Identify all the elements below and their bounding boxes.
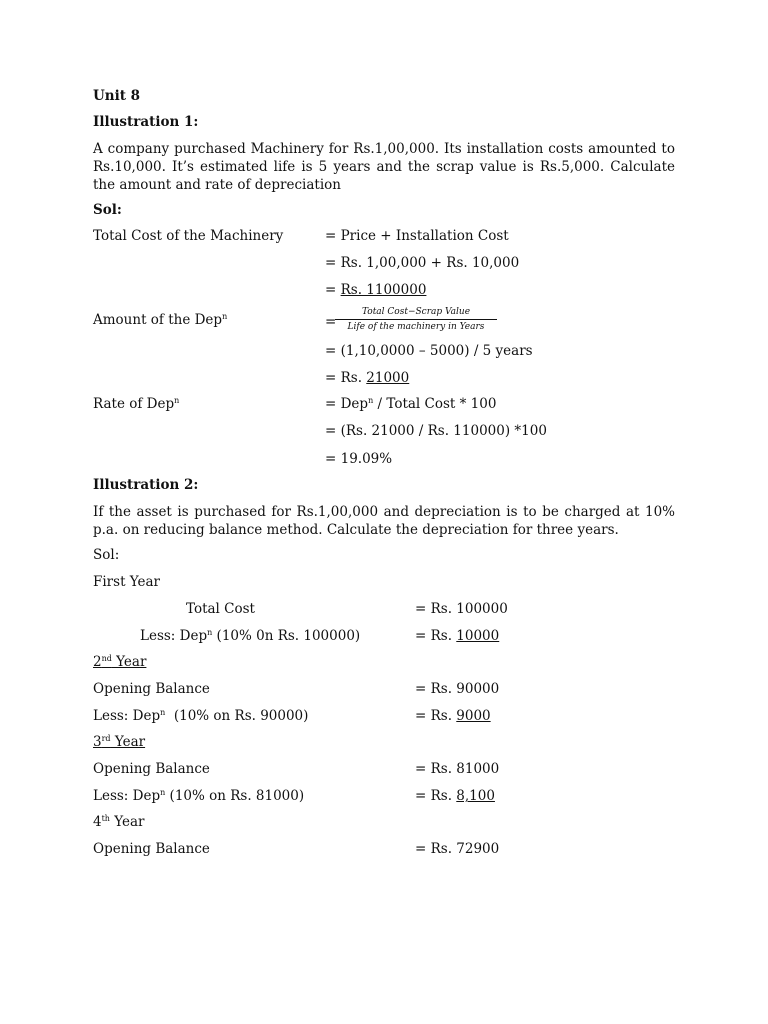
y2-less-dep-value: = Rs. 9000 xyxy=(415,708,491,724)
fraction-numerator: Total Cost−Scrap Value xyxy=(335,307,497,320)
rate-formula: = Dep$^n$ / Total Cost * 100 xyxy=(325,396,497,412)
amount-of-dep-label: Amount of the Dep$^n$ xyxy=(93,312,228,328)
rate-of-dep-label: Rate of Dep$^n$ xyxy=(93,396,180,412)
depreciation-fraction xyxy=(335,307,497,332)
total-cost-value: Rs. 1100000 xyxy=(340,282,427,298)
sol-label-2: Sol: xyxy=(93,547,120,563)
third-year-heading: 3rd Year xyxy=(93,734,146,750)
second-year-heading: 2nd Year xyxy=(93,654,147,670)
y4-opening-balance-label: Opening Balance xyxy=(93,841,210,857)
equals-sign: = xyxy=(325,282,341,298)
fourth-year-heading: 4th Year xyxy=(93,814,145,830)
total-cost-substitution: = Rs. 1,00,000 + Rs. 10,000 xyxy=(325,255,520,271)
y2-less-dep-label: Less: Dep$^n$ (10% on Rs. 90000) xyxy=(93,708,309,724)
y3-opening-balance-label: Opening Balance xyxy=(93,761,210,777)
y1-less-dep-label: Less: Dep$^n$ (10% 0n Rs. 100000) xyxy=(140,628,361,644)
y1-total-cost-label: Total Cost xyxy=(186,601,255,617)
sol-label-1: Sol: xyxy=(93,202,122,218)
unit-title: Unit 8 xyxy=(93,88,141,104)
y2-opening-balance-label: Opening Balance xyxy=(93,681,210,697)
y3-opening-balance-value: = Rs. 81000 xyxy=(415,761,500,777)
amount-substitution: = (1,10,0000 – 5000) / 5 years xyxy=(325,343,533,359)
y2-opening-balance-value: = Rs. 90000 xyxy=(415,681,500,697)
amount-value: 21000 xyxy=(366,370,410,386)
y3-less-dep-label: Less: Dep$^n$ (10% on Rs. 81000) xyxy=(93,788,305,804)
y4-opening-balance-value: = Rs. 72900 xyxy=(415,841,500,857)
illustration-2-problem: If the asset is purchased for Rs.1,00,000 and depreciation is to be charged at 10% p.a. on reducing balance method. Calculate the depreciation for three years. xyxy=(93,504,675,538)
amount-result: = Rs. 21000 xyxy=(325,370,410,386)
y3-less-dep-value: = Rs. 8,100 xyxy=(415,788,495,804)
equals-sign: = xyxy=(325,314,337,330)
rate-substitution: = (Rs. 21000 / Rs. 110000) *100 xyxy=(325,423,547,439)
illustration-1-problem: A company purchased Machinery for Rs.1,00,000. Its installation costs amounted to Rs.10,000. It’s estimated life is 5 years and the scrap value is Rs.5,000. Calculate the amount and rate of depreciation xyxy=(93,141,675,193)
rate-result: = 19.09% xyxy=(325,451,393,467)
fraction-denominator: Life of the machinery in Years xyxy=(347,322,485,332)
total-cost-formula: = Price + Installation Cost xyxy=(325,228,509,244)
total-cost-label: Total Cost of the Machinery xyxy=(93,228,284,244)
y1-less-dep-value: = Rs. 10000 xyxy=(415,628,500,644)
y1-total-cost-value: = Rs. 100000 xyxy=(415,601,508,617)
illustration-1-heading: Illustration 1: xyxy=(93,114,199,130)
superscript-n: n xyxy=(222,312,228,321)
illustration-2-heading: Illustration 2: xyxy=(93,477,199,493)
first-year-heading: First Year xyxy=(93,574,161,590)
total-cost-result xyxy=(325,282,426,298)
